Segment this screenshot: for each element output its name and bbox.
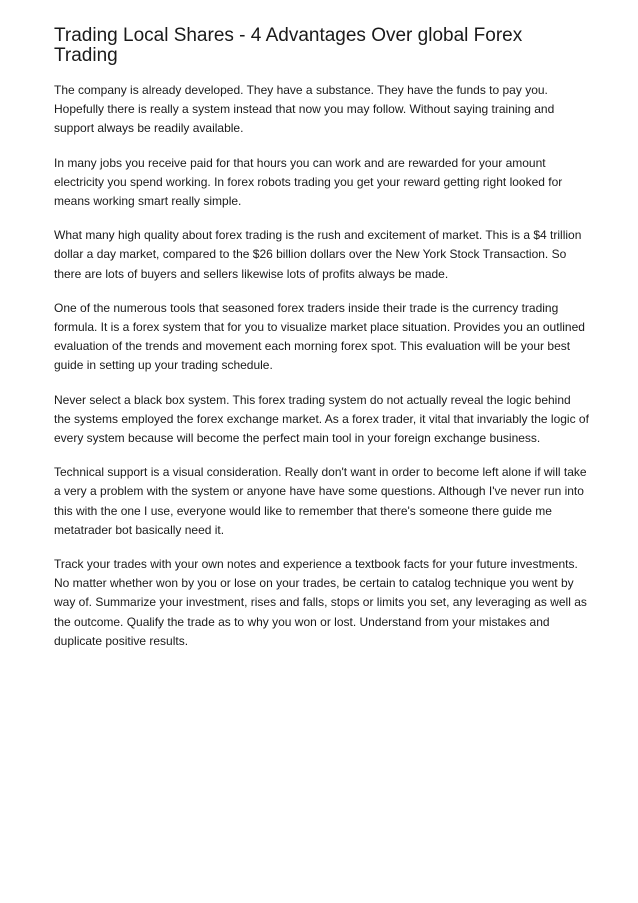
paragraph-2: In many jobs you receive paid for that hours you can work and are rewarded for your amount electricity you spend working. In forex robots trading you get your reward getting right looked for means working smart really simple. bbox=[54, 155, 563, 209]
paragraph-7: Track your trades with your own notes and experience a textbook facts for your future investments. No matter whether won by you or lose on your trades, be certain to catalog technique you went by way of. Summarize your investment, rises and falls, stops or limits you set, any leveraging as well as the outcome. Qualify the trade as to why you won or lost. Understand from your mistakes and duplicate positive results. bbox=[54, 557, 587, 648]
paragraph-5: Never select a black box system. This forex trading system do not actually reveal the logic behind the systems employed the forex exchange market. As a forex trader, it vital that invariably the logic of every system because will become the perfect main tool in your foreign exchange business. bbox=[54, 392, 589, 446]
document-page bbox=[54, 26, 590, 651]
document-title: Trading Local Shares - 4 Advantages Over global Forex Trading bbox=[54, 25, 523, 66]
paragraph-3: What many high quality about forex trading is the rush and excitement of market. This is a $4 trillion dollar a day market, compared to the $26 billion dollars over the New York Stock Transaction. So there are lots of buyers and sellers likewise lots of profits always be made. bbox=[54, 228, 582, 281]
paragraph-1: The company is already developed. They have a substance. They have the funds to pay you. Hopefully there is really a system instead that now you may follow. Without saying training and support always be readily available. bbox=[54, 83, 555, 136]
paragraph-6: Technical support is a visual consideration. Really don't want in order to become left alone if will take a very a problem with the system or anyone have have some questions. Although I've never run into this with the one I use, everyone would like to remember that there's someone there guide me metatrader bot basically need it. bbox=[54, 465, 587, 537]
paragraph-4: One of the numerous tools that seasoned forex traders inside their trade is the currency trading formula. It is a forex system that for you to visualize market place situation. Provides you an outlined evaluation of the trends and movement each morning forex spot. This evaluation will be your best guide in setting up your trading schedule. bbox=[54, 300, 585, 373]
